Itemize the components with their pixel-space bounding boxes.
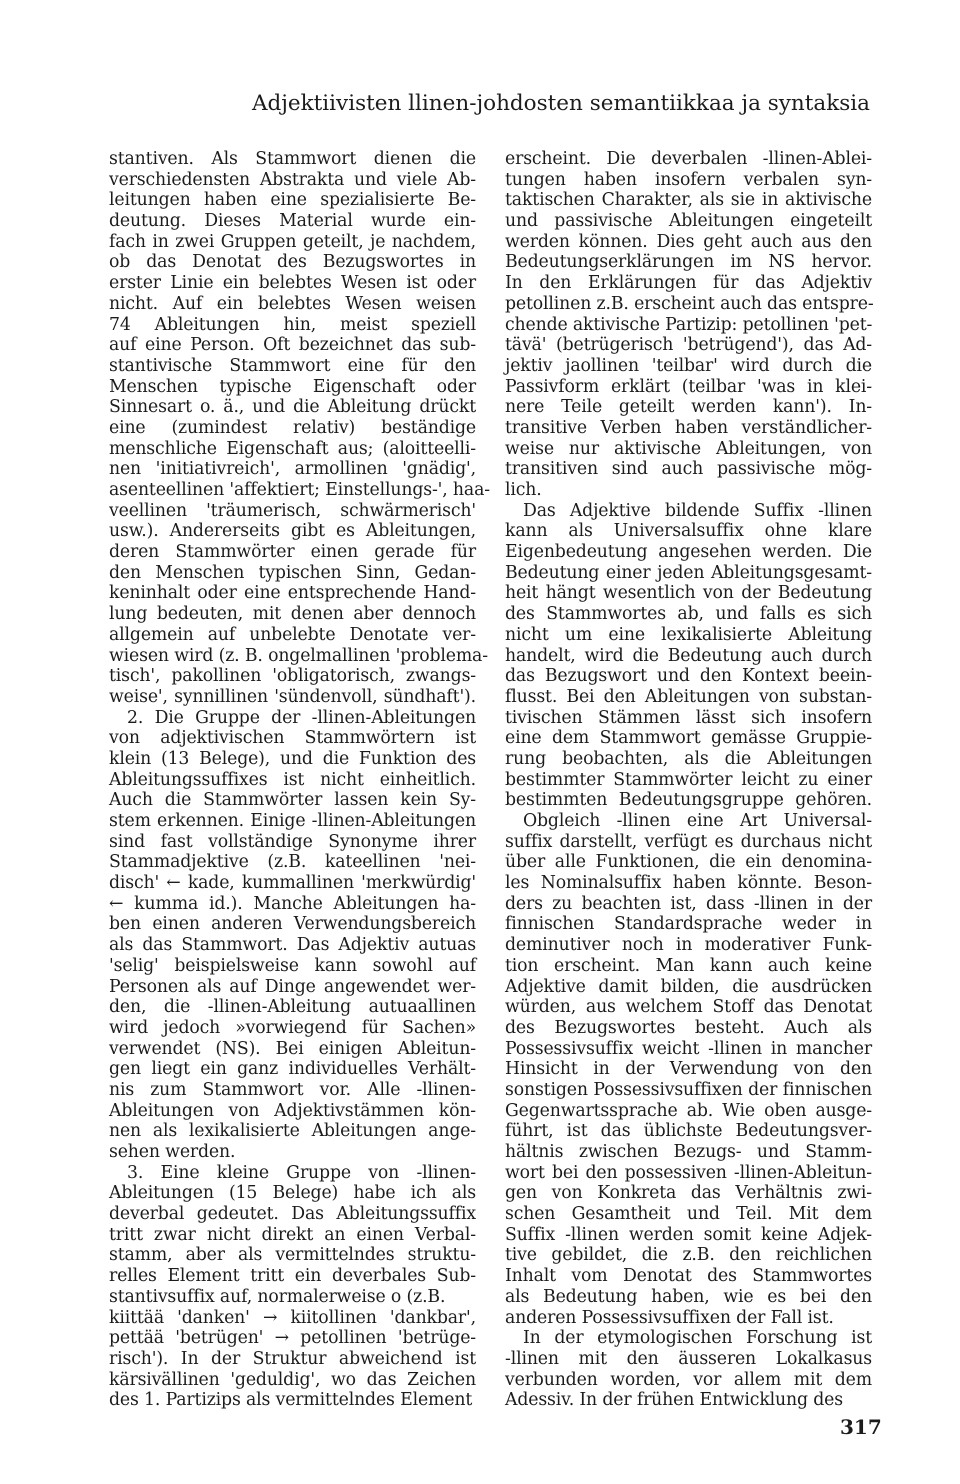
text-line: nere Teile geteilt werden kann'). In- xyxy=(505,397,872,418)
text-line: eine dem Stammwort gemässe Gruppie- xyxy=(505,728,872,749)
text-line: werden können. Dies geht auch aus den xyxy=(505,231,872,252)
text-line: auf eine Person. Oft bezeichnet das sub- xyxy=(109,335,476,356)
text-line: veellinen 'träumerisch, schwärmerisch' xyxy=(109,500,476,521)
text-line: asenteellinen 'affektiert; Einstellungs-', haa- xyxy=(109,480,490,500)
text-line: fach in zwei Gruppen geteilt, je nachdem, xyxy=(109,231,476,252)
text-line: ben einen anderen Verwendungsbereich xyxy=(109,914,476,935)
text-line: Eigenbedeutung angesehen werden. Die xyxy=(505,542,872,563)
text-line: kann als Universalsuffix ohne klare xyxy=(505,521,872,542)
text-line: nicht. Auf ein belebtes Wesen weisen xyxy=(109,293,476,314)
text-column-right xyxy=(505,149,872,1411)
text-line: weise', synnillinen 'sündenvoll, sündhaft'). xyxy=(109,686,476,707)
text-line: weise nur aktivische Ableitungen, von xyxy=(505,438,872,459)
text-line: wird jedoch »vorwiegend für Sachen» xyxy=(109,1017,476,1038)
text-line: 'selig' beispielsweise kann sowohl auf xyxy=(109,955,476,976)
text-line: stantivsuffix auf, normalerweise o (z.B. xyxy=(109,1286,446,1307)
text-line: stem erkennen. Einige -llinen-Ableitungen xyxy=(109,811,476,831)
text-line: ← kumma id.). Manche Ableitungen ha- xyxy=(109,893,476,914)
text-line: chende aktivische Partizip: petollinen 'pet- xyxy=(505,314,873,335)
text-line: finnischen Standardsprache weder in xyxy=(505,914,872,935)
text-line: erscheint. Die deverbalen -llinen-Ablei- xyxy=(505,149,872,169)
text-line: und passivische Ableitungen eingeteilt xyxy=(505,211,872,232)
text-line: eine (zumindest relativ) beständige xyxy=(109,417,476,438)
text-line: gen von Konkreta das Verhältnis zwi- xyxy=(505,1183,872,1204)
text-line: des Stammwortes ab, und falls es sich xyxy=(505,604,872,625)
text-line: stamm, aber als vermittelndes struktu- xyxy=(109,1245,476,1266)
text-line: kärsivällinen 'geduldig', wo das Zeichen xyxy=(109,1369,476,1390)
text-line: 74 Ableitungen hin, meist speziell xyxy=(109,314,476,335)
text-line: deverbal gedeutet. Das Ableitungssuffix xyxy=(109,1204,476,1225)
text-line: flusst. Bei den Ableitungen von substan- xyxy=(505,686,872,707)
text-line: tävä' (betrügerisch 'betrügend'), das Ad- xyxy=(505,335,872,356)
text-line: Ableitungen von Adjektivstämmen kön- xyxy=(109,1100,476,1121)
text-line: tion erscheint. Man kann auch keine xyxy=(505,955,872,976)
text-line: stantivische Stammwort eine für den xyxy=(109,355,476,376)
text-line: verwendet (NS). Bei einigen Ableitun- xyxy=(109,1038,476,1059)
text-line: usw.). Andererseits gibt es Ableitungen, xyxy=(109,521,476,542)
text-line: lung bedeuten, mit denen aber dennoch xyxy=(109,604,476,625)
text-line: als Bedeutung haben, wie es bei den xyxy=(505,1286,872,1307)
text-line: tungen haben insofern verbalen syn- xyxy=(505,169,872,190)
text-line: nen als lexikalisierte Ableitungen ange- xyxy=(109,1121,476,1142)
text-line: nicht um eine lexikalisierte Ableitung xyxy=(505,624,872,645)
text-line: les Nominalsuffix haben könnte. Beson- xyxy=(505,873,872,894)
text-line: sind fast vollständige Synonyme ihrer xyxy=(109,831,476,852)
text-line: kiittää 'danken' → kiitollinen 'dankbar', xyxy=(109,1307,476,1328)
text-line: suffix darstellt, verfügt es durchaus nicht xyxy=(505,831,872,852)
text-line: leitungen haben eine spezialisierte Be- xyxy=(109,190,476,211)
text-line: den, die -llinen-Ableitung autuaallinen xyxy=(109,997,476,1018)
text-line: handelt, wird die Bedeutung auch durch xyxy=(505,645,872,666)
text-line: relles Element tritt ein deverbales Sub- xyxy=(109,1266,476,1287)
text-line: erster Linie ein belebtes Wesen ist oder xyxy=(109,273,476,294)
text-line: als das Stammwort. Das Adjektiv autuas xyxy=(109,935,476,956)
text-line: lich. xyxy=(505,480,542,500)
text-line: ob das Denotat des Bezugswortes in xyxy=(109,252,476,273)
text-line: Adessiv. In der frühen Entwicklung des xyxy=(505,1390,843,1411)
text-line: klein (13 Belege), und die Funktion des xyxy=(109,748,476,769)
text-line: den Menschen typischen Sinn, Gedan- xyxy=(109,562,476,583)
text-line: taktischen Charakter, als sie in aktivische xyxy=(505,190,872,211)
text-line: des Bezugswortes besteht. Auch als xyxy=(505,1017,872,1038)
text-line: tisch', pakollinen 'obligatorisch, zwangs- xyxy=(109,666,476,687)
text-line: bestimmten Bedeutungsgruppe gehören. xyxy=(505,790,872,811)
text-line: disch' ← kade, kummallinen 'merkwürdig' xyxy=(109,873,476,894)
text-line: über alle Funktionen, die ein denomina- xyxy=(505,852,872,873)
text-line: Ableitungen (15 Belege) habe ich als xyxy=(109,1183,476,1204)
text-line: 3. Eine kleine Gruppe von -llinen- xyxy=(127,1162,476,1183)
text-line: das Bezugswort und den Kontext beein- xyxy=(505,666,872,687)
text-line: Menschen typische Eigenschaft oder xyxy=(109,376,476,397)
text-line: Personen als auf Dinge angewendet wer- xyxy=(109,976,476,997)
text-line: sehen werden. xyxy=(109,1142,236,1162)
text-line: In der etymologischen Forschung ist xyxy=(523,1328,872,1349)
text-line: Stammadjektive (z.B. kateellinen 'nei- xyxy=(109,852,476,873)
text-line: schen Gesamtheit und Teil. Mit dem xyxy=(505,1204,872,1225)
text-line: verbunden worden, vor allem mit dem xyxy=(505,1369,872,1390)
text-line: wort bei den possessiven -llinen-Ableitun- xyxy=(505,1162,872,1183)
text-line: Ableitungssuffixes ist nicht einheitlich. xyxy=(109,769,476,790)
text-line: führt, ist das üblichste Bedeutungsver- xyxy=(505,1121,872,1142)
text-line: sonstigen Possessivsuffixen der finnischen xyxy=(505,1079,872,1100)
text-line: menschliche Eigenschaft aus; (aloitteelli- xyxy=(109,438,476,459)
text-line: Adjektive damit bilden, die ausdrücken xyxy=(505,976,872,997)
text-line: Auch die Stammwörter lassen kein Sy- xyxy=(109,790,476,811)
text-line: nen 'initiativreich', armollinen 'gnädig', xyxy=(109,459,476,480)
text-line: von adjektivischen Stammwörtern ist xyxy=(109,728,476,749)
text-line: -llinen mit den äusseren Lokalkasus xyxy=(505,1348,872,1369)
text-line: tritt zwar nicht direkt an einen Verbal- xyxy=(109,1224,476,1245)
text-line: rung beobachten, als die Ableitungen xyxy=(505,748,872,769)
text-line: tivischen Stämmen lässt sich insofern xyxy=(505,707,872,728)
text-line: Das Adjektive bildende Suffix -llinen xyxy=(523,500,872,521)
text-line: würden, aus welchem Stoff das Denotat xyxy=(505,997,872,1018)
text-line: deren Stammwörter einen gerade für xyxy=(109,542,476,563)
text-line: wiesen wird (z. B. ongelmallinen 'problema- xyxy=(109,645,488,666)
text-line: deminutiver noch in moderativer Funk- xyxy=(505,935,872,956)
text-line: pettää 'betrügen' → petollinen 'betrüge- xyxy=(109,1328,476,1349)
text-column-left xyxy=(109,149,490,1411)
text-line: transitive Verben haben verständlicher- xyxy=(505,417,872,438)
text-line: tive gebildet, die z.B. den reichlichen xyxy=(505,1245,872,1266)
text-line: transitiven sind auch passivische mög- xyxy=(505,459,872,480)
text-line: verschiedensten Abstrakta und viele Ab- xyxy=(109,169,476,190)
running-title: Adjektiivisten llinen-johdosten semantiikkaa ja syntaksia xyxy=(251,91,870,116)
text-line: Inhalt vom Denotat des Stammwortes xyxy=(505,1266,872,1287)
text-line: Bedeutung einer jeden Ableitungsgesamt- xyxy=(505,562,872,583)
text-line: allgemein auf unbelebte Denotate ver- xyxy=(109,624,476,645)
text-line: des 1. Partizips als vermittelndes Element xyxy=(109,1390,473,1411)
text-line: anderen Possessivsuffixen der Fall ist. xyxy=(505,1307,834,1328)
text-line: Passivform erklärt (teilbar 'was in klei- xyxy=(505,376,872,397)
text-line: hältnis zwischen Bezugs- und Stamm- xyxy=(505,1142,872,1162)
text-line: gen liegt ein ganz individuelles Verhält- xyxy=(109,1059,476,1080)
text-line: 2. Die Gruppe der -llinen-Ableitungen xyxy=(127,707,476,728)
text-line: stantiven. Als Stammwort dienen die xyxy=(109,149,476,169)
text-line: jektiv jaollinen 'teilbar' wird durch die xyxy=(505,355,872,376)
text-line: In den Erklärungen für das Adjektiv xyxy=(505,273,872,294)
text-line: bestimmter Stammwörter leicht zu einer xyxy=(505,769,872,790)
text-line: deutung. Dieses Material wurde ein- xyxy=(109,211,476,232)
text-line: ders zu beachten ist, dass -llinen in der xyxy=(505,893,872,914)
text-line: heit hängt wesentlich von der Bedeutung xyxy=(505,583,872,604)
text-line: Obgleich -llinen eine Art Universal- xyxy=(523,811,872,831)
text-line: risch'). In der Struktur abweichend ist xyxy=(109,1348,476,1369)
text-line: Hinsicht in der Verwendung von den xyxy=(505,1059,872,1080)
text-line: nis zum Stammwort vor. Alle -llinen- xyxy=(109,1079,476,1100)
text-line: petollinen z.B. erscheint auch das entspre- xyxy=(505,293,874,314)
text-line: Possessivsuffix weicht -llinen in mancher xyxy=(505,1038,872,1059)
page-number: 317 xyxy=(840,1415,882,1439)
text-line: Bedeutungserklärungen im NS hervor. xyxy=(505,252,872,273)
text-line: Suffix -llinen werden somit keine Adjek- xyxy=(505,1224,872,1245)
text-line: Gegenwartssprache ab. Wie oben ausge- xyxy=(505,1100,872,1121)
text-line: keninhalt oder eine entsprechende Hand- xyxy=(109,583,476,604)
text-line: Sinnesart o. ä., und die Ableitung drückt xyxy=(109,397,476,418)
